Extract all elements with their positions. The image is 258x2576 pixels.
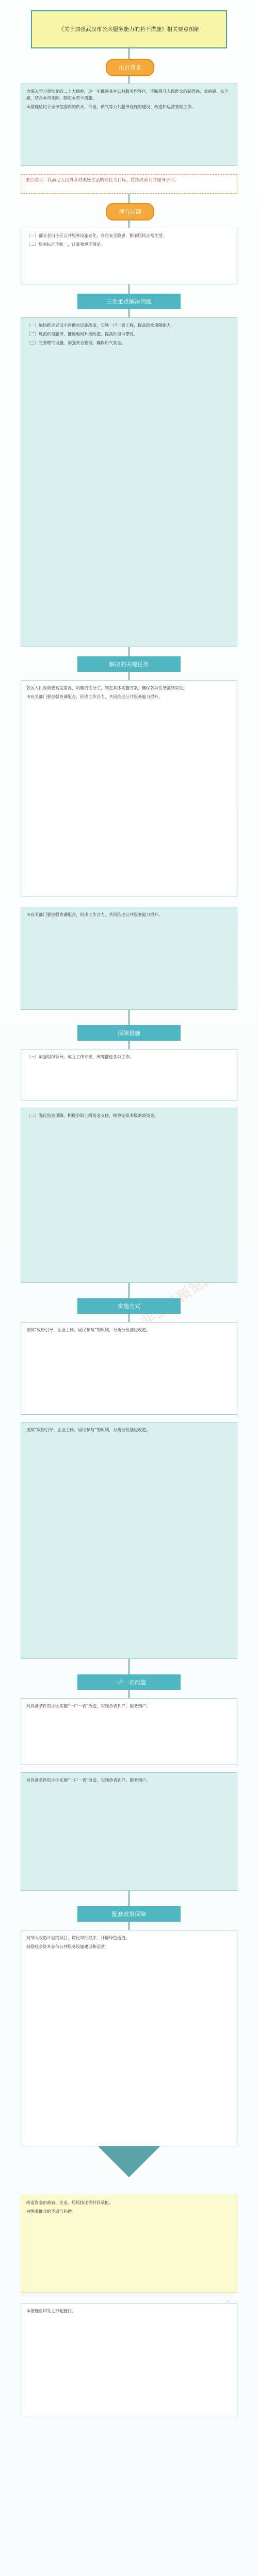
section-header: 实施方式 — [77, 1298, 181, 1314]
paragraph: 对纳入改造计划的项目，简化审批程序，开辟绿色通道。 — [26, 1936, 130, 1940]
connector-line — [128, 1891, 130, 1906]
paragraph: 市有关部门要加强协调配合，形成工作合力，共同推进公共服务能力提升。 — [26, 912, 163, 917]
paragraph: （二）服务标准不统一，计量收费不规范。 — [26, 242, 105, 247]
connector-line — [128, 1314, 130, 1322]
section-content — [21, 907, 237, 1010]
paragraph: 市有关部门要加强协调配合，形成工作合力，共同推进公共服务能力提升。 — [26, 694, 163, 699]
paragraph: 本措施自印发之日起施行。 — [26, 2309, 76, 2313]
section-content — [21, 1930, 237, 2146]
paragraph: 对具备条件的小区实施“一户一表”改造，实现抄表到户、服务到户。 — [26, 1704, 151, 1708]
connector-line — [128, 1690, 130, 1698]
paragraph: 鼓励社会资本参与公共服务设施建设和运营。 — [26, 1944, 109, 1949]
section-header: 配套政策保障 — [77, 1906, 181, 1922]
section-content — [21, 228, 237, 284]
section-content — [21, 1108, 237, 1283]
section-content — [21, 680, 237, 896]
connector-line — [128, 1010, 130, 1025]
paragraph: （一）加快推进老旧小区供水设施改造，实施一户一表工程，提高供水保障能力。 — [26, 323, 175, 328]
paragraph: 对具备条件的小区实施“一户一表”改造，实现抄表到户、服务到户。 — [26, 1778, 151, 1783]
section-content — [21, 1049, 237, 1100]
section-content — [21, 1322, 237, 1415]
paragraph: 本措施适用于全市范围内的供水、供电、供气等公共服务设施的建设、改造和运营管理工作。 — [26, 105, 196, 109]
connector-line — [128, 309, 130, 317]
paragraph: 各区人民政府要高度重视，明确责任分工，制定具体实施方案，确保各项任务落到实处。 — [26, 686, 187, 690]
connector-line — [128, 1041, 130, 1049]
connector-line — [128, 647, 130, 656]
section-header: 现有问题 — [106, 203, 154, 221]
section-content — [21, 317, 237, 647]
document-title: 《关于加强武汉市公共服务能力的若干措施》相关要点图解 — [31, 10, 227, 48]
connector-line — [128, 1283, 130, 1298]
section-content — [21, 83, 237, 166]
section-header: 解决的关键任务 — [77, 656, 181, 672]
section-content — [21, 1422, 237, 1659]
section-header: 保障措施 — [77, 1025, 181, 1041]
section-header: 一户一表改造 — [77, 1674, 181, 1690]
paragraph: （二）强化资金保障。积极争取上级资金支持，统筹安排本级财政资金。 — [26, 1113, 158, 1118]
paragraph: （三）完善燃气设施，加强安全管理，确保用气安全。 — [26, 341, 125, 345]
paragraph: 为深入学习贯彻党的二十大精神，进一步推进基本公共服务均等化，不断提升人民群众的获得感、幸福感、安全感，结合本市实际，制定本若干措施。 — [26, 89, 229, 100]
section-content — [21, 1772, 237, 1891]
paragraph: （二）规范供电服务，推进电网升级改造，提高供电可靠性。 — [26, 332, 138, 336]
section-content — [21, 1698, 237, 1765]
connector-line — [128, 284, 130, 294]
paragraph: 对困难群众给予适当补助。 — [26, 2209, 76, 2214]
connector-line — [128, 194, 130, 203]
highlight-note: 重点说明：以满足人民群众对美好生活的向往为目标，持续改善公共服务水平。 — [21, 174, 237, 194]
connector-line — [128, 672, 130, 680]
section-header: 三类重点解决问题 — [77, 294, 181, 309]
paragraph: （一）部分老旧小区公共服务设施老化，存在安全隐患，影响居民正常生活。 — [26, 233, 167, 238]
funnel-arrow — [98, 2146, 160, 2177]
paragraph: 按照“政府引导、企业主体、居民参与”的原则，分类分批推进改造。 — [26, 1428, 151, 1432]
connector-line — [128, 48, 130, 59]
section-content — [21, 2303, 237, 2416]
paragraph: 改造资金由政府、企业、居民按比例共同承担。 — [26, 2200, 113, 2205]
paragraph: 按照“政府引导、企业主体、居民参与”的原则，分类分批推进改造。 — [26, 1328, 151, 1332]
section-header: 出台背景 — [106, 59, 154, 76]
connector-line — [128, 219, 130, 228]
section-content — [21, 2195, 237, 2293]
paragraph: （一）加强组织领导。成立工作专班，统筹推进各项工作。 — [26, 1055, 134, 1059]
connector-line — [128, 1659, 130, 1674]
connector-line — [128, 1922, 130, 1930]
connector-line — [128, 75, 130, 83]
